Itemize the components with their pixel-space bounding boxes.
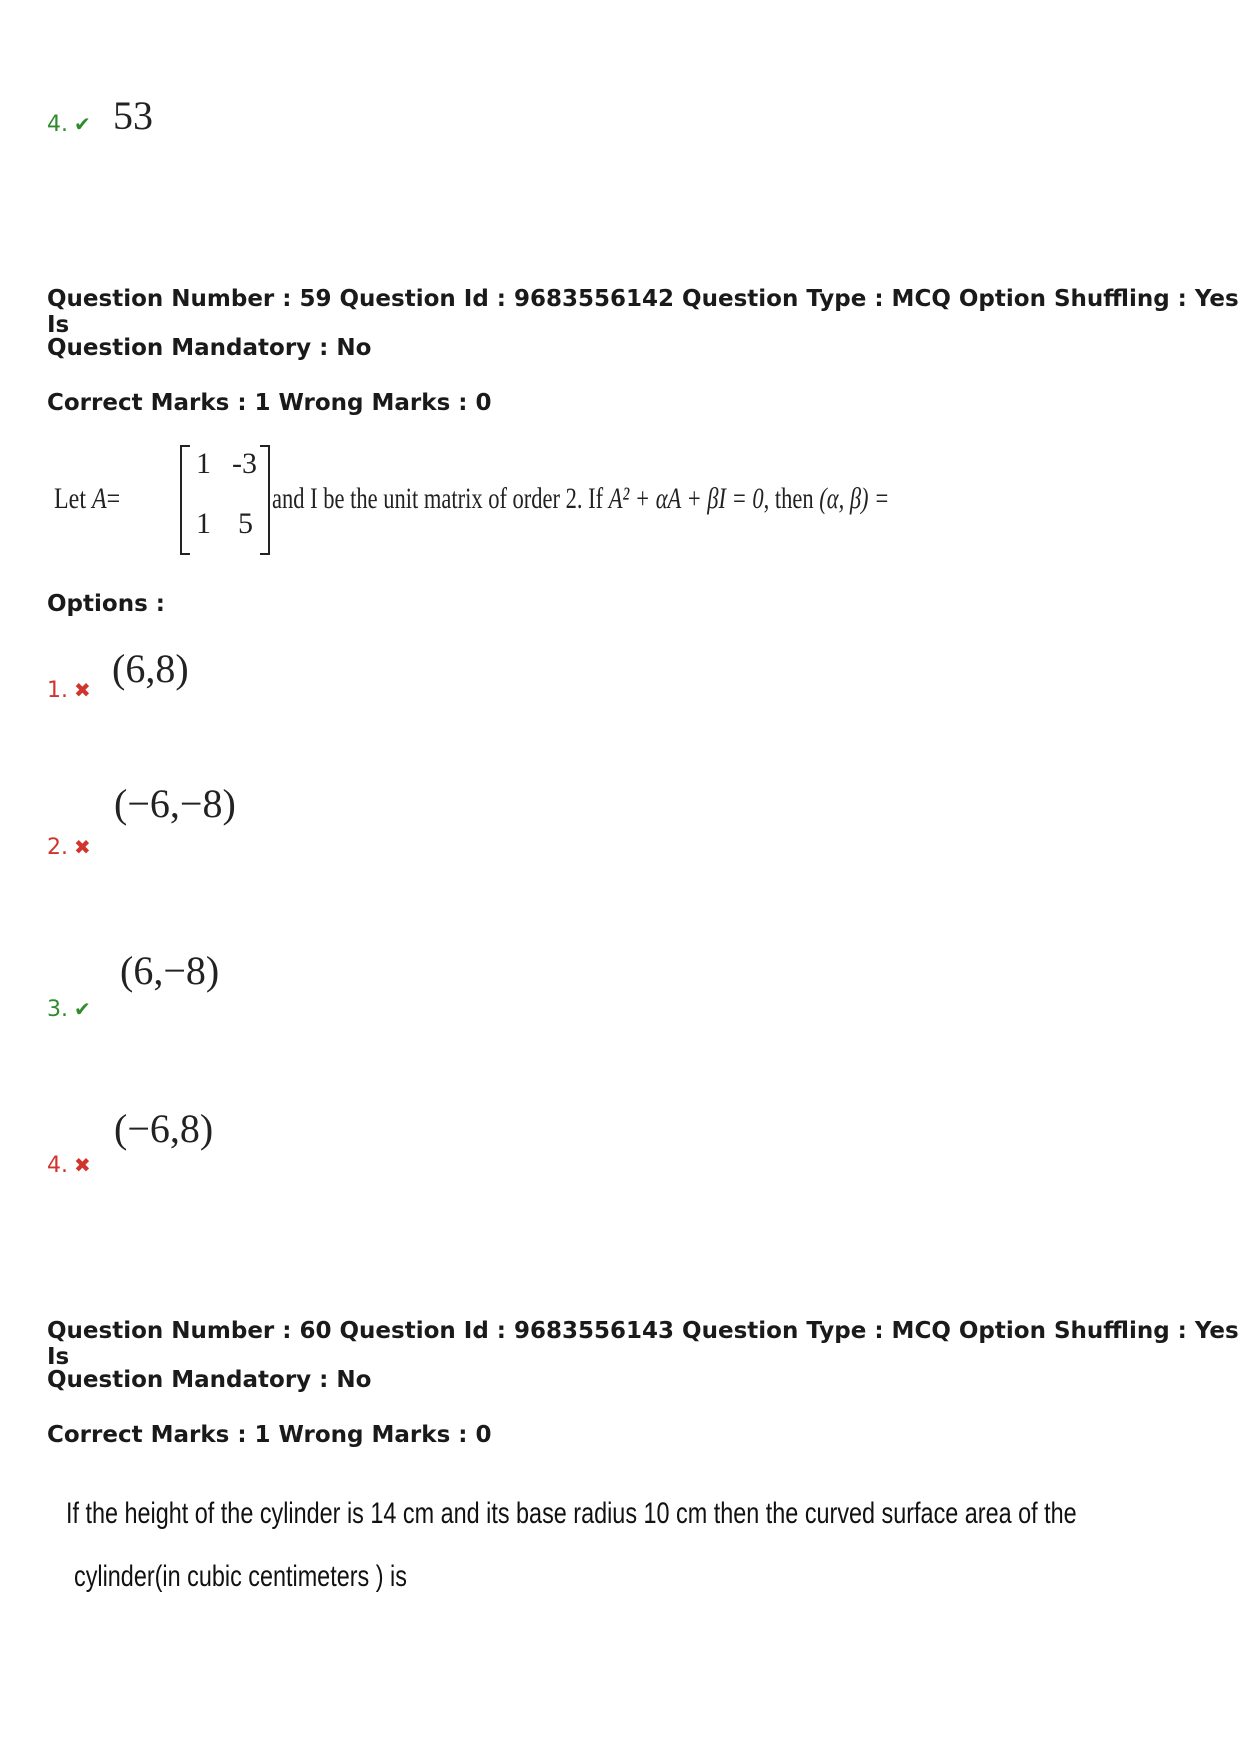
q60-meta-line1: Question Number : 60 Question Id : 9683556143 Question Type : MCQ Option Shuffling : Yes Is xyxy=(47,1318,1239,1370)
q59-option-1 xyxy=(47,678,91,703)
q59-option-4 xyxy=(47,1153,91,1178)
option-number: 4. xyxy=(47,112,68,137)
matrix-cell-21: 1 xyxy=(196,507,211,540)
q59-option-3 xyxy=(47,997,91,1022)
q59-option-1-value: (6,8) xyxy=(112,646,189,691)
stem-middle: and I be the unit matrix of order 2. If xyxy=(272,482,604,515)
stem-eq: = xyxy=(106,482,121,515)
option-number: 1. xyxy=(47,678,68,703)
prev-option-4-value: 53 xyxy=(113,93,153,138)
matrix-cell-22: 5 xyxy=(238,507,253,540)
q59-option-3-value: (6,−8) xyxy=(120,948,220,993)
option-number: 4. xyxy=(47,1153,68,1178)
q59-option-4-value: (−6,8) xyxy=(114,1106,214,1151)
prev-option-4 xyxy=(47,112,91,137)
matrix-a xyxy=(180,445,270,553)
cross-icon: ✖ xyxy=(74,835,91,859)
q59-options-label: Options : xyxy=(47,591,165,617)
cross-icon: ✖ xyxy=(74,678,91,702)
q59-option-2 xyxy=(47,835,91,860)
option-number: 3. xyxy=(47,997,68,1022)
q59-meta-line1: Question Number : 59 Question Id : 9683556142 Question Type : MCQ Option Shuffling : Yes Is xyxy=(47,286,1239,338)
q60-meta-line2: Question Mandatory : No xyxy=(47,1367,372,1393)
q59-stem xyxy=(54,445,1095,557)
check-icon: ✔ xyxy=(74,997,91,1021)
stem-then: , then xyxy=(763,482,814,515)
q60-marks: Correct Marks : 1 Wrong Marks : 0 xyxy=(47,1422,492,1448)
matrix-cell-12: -3 xyxy=(232,447,257,480)
q59-marks: Correct Marks : 1 Wrong Marks : 0 xyxy=(47,390,492,416)
stem-let: Let xyxy=(54,482,86,515)
q60-stem-line1: If the height of the cylinder is 14 cm and its base radius 10 cm then the curved surface area of the xyxy=(66,1497,1077,1530)
matrix-cell-11: 1 xyxy=(196,447,211,480)
q59-meta-line2: Question Mandatory : No xyxy=(47,335,372,361)
cross-icon: ✖ xyxy=(74,1153,91,1177)
stem-equation: A² + αA + βI = 0 xyxy=(608,482,764,515)
q60-stem-line2: cylinder(in cubic centimeters ) is xyxy=(74,1560,407,1593)
stem-tail: (α, β) = xyxy=(819,482,890,515)
stem-var-a: A xyxy=(91,482,107,515)
check-icon: ✔ xyxy=(74,112,91,136)
option-number: 2. xyxy=(47,835,68,860)
q59-option-2-value: (−6,−8) xyxy=(114,781,236,826)
